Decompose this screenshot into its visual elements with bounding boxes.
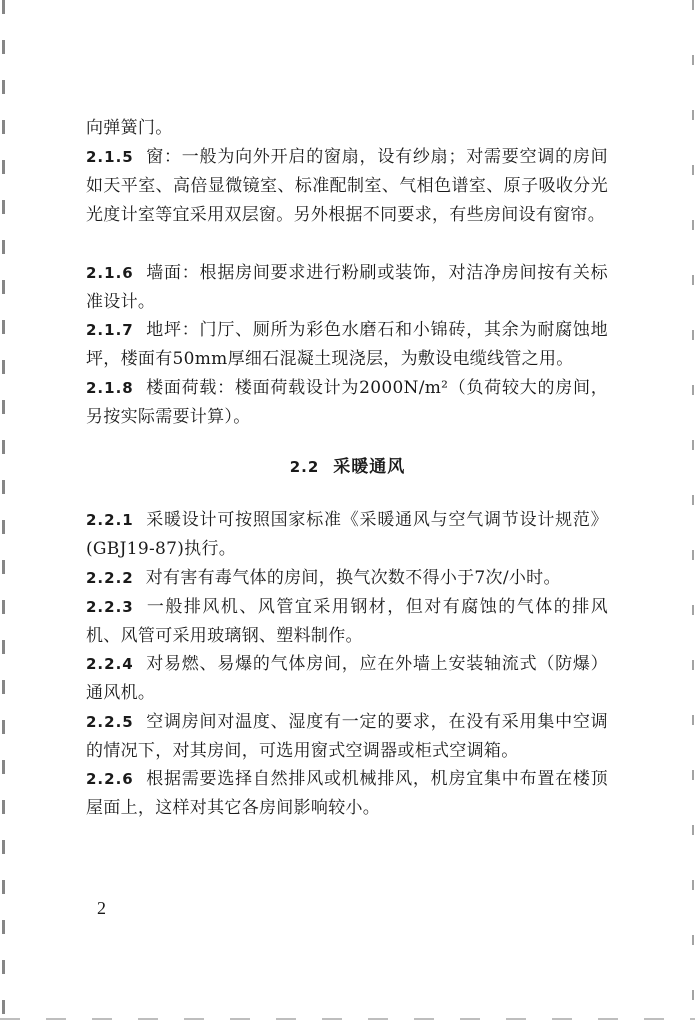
clause-2-1-6 bbox=[86, 259, 608, 317]
clause-2-2-3 bbox=[86, 593, 608, 651]
clause-2-2-2 bbox=[86, 564, 608, 593]
section-heading bbox=[0, 452, 695, 477]
scan-edge-bottom bbox=[0, 1018, 695, 1020]
clause-2-1-8 bbox=[86, 374, 608, 432]
section-heading-number: 2.2 bbox=[289, 458, 320, 476]
clause-number: 2.2.6 bbox=[86, 770, 134, 788]
clause-number: 2.1.6 bbox=[86, 264, 134, 282]
clause-text: 窗：一般为向外开启的窗扇，设有纱扇；对需要空调的房间如天平室、高倍显微镜室、标准配制室、气相色谱室、原子吸收分光光度计室等宜采用双层窗。另外根据不同要求，有些房间设有窗帘。 bbox=[86, 147, 608, 225]
clause-2-1-5 bbox=[86, 143, 608, 230]
clause-number: 2.1.5 bbox=[86, 148, 134, 166]
clause-text: 根据需要选择自然排风或机械排风，机房宜集中布置在楼顶屋面上，这样对其它各房间影响较小。 bbox=[86, 769, 608, 818]
clause-text: 墙面：根据房间要求进行粉刷或装饰，对洁净房间按有关标准设计。 bbox=[86, 263, 608, 312]
scan-edge-left bbox=[2, 0, 5, 1024]
clause-2-2-1 bbox=[86, 506, 608, 564]
page-number: 2 bbox=[97, 898, 106, 918]
clause-text: 对有害有毒气体的房间，换气次数不得小于7次/小时。 bbox=[145, 568, 561, 588]
scan-edge-right bbox=[692, 0, 694, 1024]
section-heading-title: 采暖通风 bbox=[333, 457, 406, 477]
clause-number: 2.1.8 bbox=[86, 379, 134, 397]
clause-number: 2.2.2 bbox=[86, 569, 134, 587]
clause-number: 2.2.4 bbox=[86, 655, 134, 673]
clause-2-2-4 bbox=[86, 650, 608, 708]
intro-line: 向弹簧门。 bbox=[86, 118, 173, 138]
clause-text: 一般排风机、风管宜采用钢材，但对有腐蚀的气体的排风机、风管可采用玻璃钢、塑料制作。 bbox=[86, 597, 608, 646]
clause-number: 2.2.3 bbox=[86, 598, 134, 616]
clause-text: 楼面荷载：楼面荷载设计为2000N/m²（负荷较大的房间，另按实际需要计算）。 bbox=[86, 378, 608, 427]
clause-text: 空调房间对温度、湿度有一定的要求，在没有采用集中空调的情况下，对其房间，可选用窗式空调器或柜式空调箱。 bbox=[86, 712, 608, 761]
clause-number: 2.1.7 bbox=[86, 321, 134, 339]
clause-number: 2.2.5 bbox=[86, 713, 134, 731]
clause-number: 2.2.1 bbox=[86, 511, 134, 529]
clause-text: 地坪：门厅、厕所为彩色水磨石和小锦砖，其余为耐腐蚀地坪，楼面有50mm厚细石混凝土现浇层，为敷设电缆线管之用。 bbox=[86, 320, 608, 369]
clause-2-2-5 bbox=[86, 708, 608, 766]
clause-text: 对易燃、易爆的气体房间，应在外墙上安装轴流式（防爆）通风机。 bbox=[86, 654, 608, 703]
clause-text: 采暖设计可按照国家标准《采暖通风与空气调节设计规范》(GBJ19-87)执行。 bbox=[86, 510, 608, 559]
clause-2-1-7 bbox=[86, 316, 608, 374]
clause-2-2-6 bbox=[86, 765, 608, 823]
